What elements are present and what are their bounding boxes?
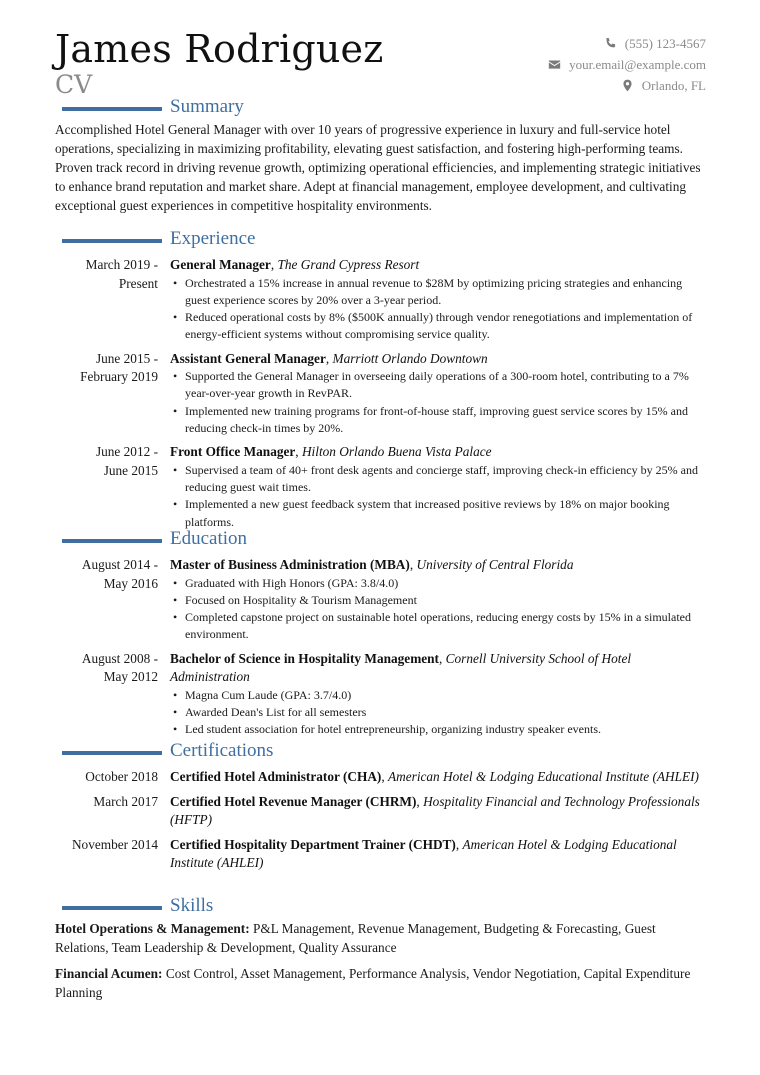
entry-title: Assistant General Manager, Marriott Orlando Downtown [170,350,488,366]
entry-date: June 2012 - June 2015 [95,444,158,478]
contact-email[interactable] [446,55,706,74]
skill-text: P&L Management, Revenue Management, Budgeting & Forecasting, Guest Relations, Team Leadership & Development, Quality Assurance [55,921,656,955]
certification-entry [55,768,705,787]
entry-bullets [170,368,705,437]
bullet-item: • Supported the General Manager in overseeing daily operations of a 300-room hotel, contributing to a 7% year-over-year growth in RevPAR. [170,368,705,403]
summary-section [55,98,705,215]
skill-label: Hotel Operations & Management: [55,921,250,936]
experience-entry [55,256,705,344]
skill-label: Financial Acumen: [55,966,163,981]
entry-title: Certified Hospitality Department Trainer (CHDT), American Hotel & Lodging Educational Institute (AHLEI) [170,836,677,870]
candidate-name: James Rodriguez [55,27,384,71]
phone-icon [604,37,617,50]
section-accent-bar [62,539,162,543]
email-text: your.email@example.com [569,56,706,72]
entry-title: Certified Hotel Revenue Manager (CHRM), Hospitality Financial and Technology Professionals (HFTP) [170,793,700,827]
section-header [55,742,705,764]
skill-group [55,919,705,957]
section-header [55,98,705,120]
degree-name: Master of Business Administration (MBA) [170,557,410,572]
section-accent-bar [62,751,162,755]
certification-entry [55,793,705,830]
entry-date: August 2008 - May 2012 [81,650,158,685]
bullet-item: • Magna Cum Laude (GPA: 3.7/4.0) [170,687,705,704]
section-header [55,897,705,919]
contact-phone[interactable] [446,34,706,53]
entry-bullets [170,462,705,531]
entry-date: March 2017 [93,793,158,809]
job-org: Hilton Orlando Buena Vista Palace [301,444,492,460]
section-accent-bar [62,107,162,111]
bullet-item: • Reduced operational costs by 8% ($500K annually) through vendor renegotiations and implementation of energy-efficient systems without compromising service quality. [170,309,705,344]
bullet-item: • Implemented a new guest feedback system that increased positive reviews by 18% on major booking platforms. [170,496,705,531]
education-section [55,530,705,739]
section-title: Skills [170,895,214,916]
location-text: Orlando, FL [641,77,706,93]
certification-issuer: American Hotel & Lodging Educational Institute (AHLEI) [170,836,677,870]
school-name: University of Central Florida [416,557,574,572]
entry-title: Front Office Manager, Hilton Orlando Buena Vista Palace [170,444,492,460]
experience-section [55,230,705,531]
bullet-item: • Completed capstone project on sustainable hotel operations, reducing energy costs by 15% in a simulated environment. [170,609,705,644]
skill-group [55,964,705,1002]
degree-name: Bachelor of Science in Hospitality Management [170,650,439,666]
map-pin-icon [621,79,634,92]
bullet-item: • Orchestrated a 15% increase in annual revenue to $28M by optimizing pricing strategies and enhancing guest experience scores by 20% over a 3-year period. [170,275,705,310]
bullet-item: • Implemented new training programs for front-of-house staff, improving guest service scores by 15% and reducing check-in times by 20%. [170,403,705,438]
phone-text: (555) 123-4567 [624,35,706,51]
entry-date: June 2015 - February 2019 [80,350,158,385]
certification-name: Certified Hotel Revenue Manager (CHRM) [170,793,417,809]
skills-section [55,897,705,1009]
bullet-item: • Graduated with High Honors (GPA: 3.8/4.0) [170,575,705,592]
entry-title: Bachelor of Science in Hospitality Management, Cornell University School of Hotel Administration [170,650,632,685]
contact-info [446,34,706,95]
entry-title: Certified Hotel Administrator (CHA), American Hotel & Lodging Educational Institute (AHLEI) [170,769,699,784]
section-title: Experience [170,228,256,249]
entry-bullets [170,275,705,344]
education-entry [55,556,705,644]
section-header [55,230,705,252]
certification-issuer: American Hotel & Lodging Educational Institute (AHLEI) [388,769,699,784]
certification-issuer: Hospitality Financial and Technology Professionals (HFTP) [170,793,700,827]
section-header [55,530,705,552]
job-org: Marriott Orlando Downtown [332,350,488,366]
certifications-section [55,742,705,873]
bullet-item: • Led student association for hotel entrepreneurship, organizing industry speaker events. [170,721,705,738]
certification-name: Certified Hospitality Department Trainer (CHDT) [170,836,456,852]
summary-text: Accomplished Hotel General Manager with over 10 years of progressive experience in luxury and full-service hotel operations, specializing in maximizing profitability, elevating guest satisfaction, and fostering high-performing teams. Proven track record in driving revenue growth, optimizing operational efficiencies, and implementing strategic initiatives to enhance brand reputation and market share. Adept at financial management, employee development, and cultivating exceptional guest experiences in competitive hospitality environments. [55,122,701,213]
section-accent-bar [62,906,162,910]
entry-title: General Manager, The Grand Cypress Resort [170,257,420,272]
job-role: General Manager [170,257,271,272]
experience-entry [55,350,705,438]
entry-date: November 2014 [71,836,158,852]
section-accent-bar [62,239,162,243]
entry-bullets [170,575,705,644]
section-title: Education [170,528,248,549]
contact-location [446,76,706,95]
document-subtitle: CV [55,70,93,99]
entry-bullets [170,687,705,739]
certification-name: Certified Hotel Administrator (CHA) [170,769,382,784]
entry-date: October 2018 [85,769,158,784]
section-title: Certifications [170,740,274,761]
job-org: The Grand Cypress Resort [277,257,420,272]
entry-date: August 2014 - May 2016 [81,557,158,591]
job-role: Assistant General Manager [170,350,326,366]
entry-date: March 2019 - Present [85,257,158,291]
education-entry [55,650,705,739]
skill-text: Cost Control, Asset Management, Performance Analysis, Vendor Negotiation, Capital Expenditure Planning [55,966,691,1000]
bullet-item: • Supervised a team of 40+ front desk agents and concierge staff, improving check-in efficiency by 25% and reducing guest wait times. [170,462,705,497]
section-title: Summary [170,96,244,117]
bullet-item: • Awarded Dean's List for all semesters [170,704,705,721]
bullet-item: • Focused on Hospitality & Tourism Management [170,592,705,609]
school-name: Cornell University School of Hotel Administration [170,650,632,685]
certification-entry [55,836,705,873]
entry-title: Master of Business Administration (MBA), University of Central Florida [170,557,574,572]
job-role: Front Office Manager [170,444,296,460]
experience-entry [55,443,705,531]
envelope-icon [548,58,561,71]
